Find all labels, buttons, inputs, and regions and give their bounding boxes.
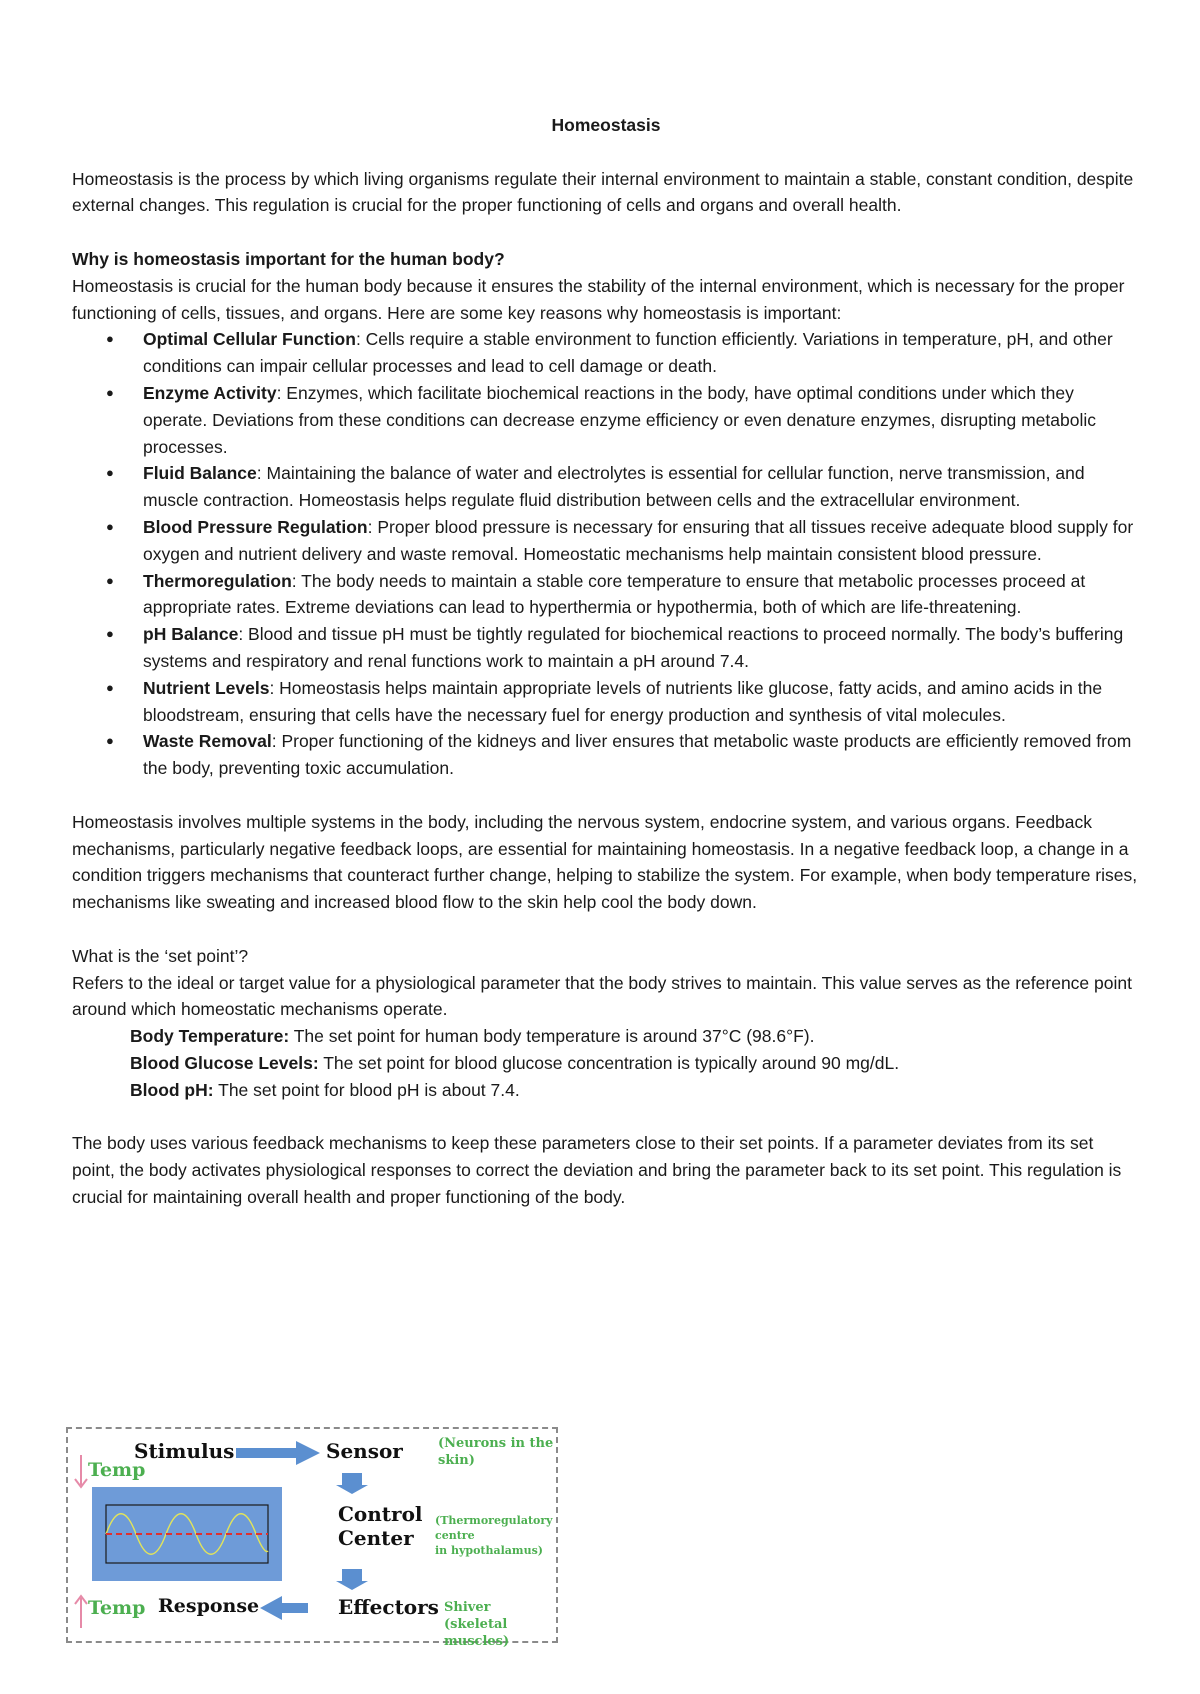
set-point-definition: Refers to the ideal or target value for a physiological parameter that the body strives to maintain. This value serves as the reference point around which homeostatic mechanisms operate. bbox=[72, 972, 1132, 1020]
control-note-line: (Thermoregulatory bbox=[435, 1514, 553, 1527]
example-term: Blood pH: bbox=[130, 1079, 214, 1100]
left-arrow-icon bbox=[260, 1596, 310, 1620]
control-note-line: in hypothalamus) bbox=[435, 1544, 543, 1557]
list-item bbox=[143, 621, 1140, 675]
list-item-desc: : Proper blood pressure is necessary for ensuring that all tissues receive adequate blood supply for oxygen and nutrient delivery and waste removal. Homeostatic mechanisms help maintain consistent blood pressure. bbox=[143, 516, 1134, 564]
list-item bbox=[143, 460, 1140, 514]
effectors-label: Effectors bbox=[338, 1595, 439, 1619]
reasons-list bbox=[72, 326, 1140, 782]
list-item-desc: : Maintaining the balance of water and electrolytes is essential for cellular function, nerve transmission, and muscle contraction. Homeostasis helps regulate fluid distribution between cells and the extracellular environment. bbox=[143, 463, 1085, 511]
effector-note bbox=[444, 1599, 556, 1650]
down-arrow-icon bbox=[74, 1455, 88, 1489]
systems-paragraph: Homeostasis involves multiple systems in the body, including the nervous system, endocrine system, and various organs. Feedback mechanisms, particularly negative feedback loops, are essential for maintaining homeostasis. In a negative feedback loop, a change in a condition triggers mechanisms that counteract further change, helping to stabilize the system. For example, when body temperature rises, mechanisms like sweating and increased blood flow to the skin help cool the body down. bbox=[72, 811, 1138, 913]
sensor-label: Sensor bbox=[326, 1439, 403, 1463]
graph-box bbox=[92, 1487, 282, 1581]
list-item bbox=[143, 380, 1140, 460]
down-block-arrow-icon bbox=[336, 1473, 370, 1495]
right-arrow-icon bbox=[236, 1441, 322, 1465]
example-desc: The set point for blood pH is about 7.4. bbox=[213, 1079, 520, 1100]
example-desc: The set point for human body temperature is around 37°C (98.6°F). bbox=[289, 1026, 815, 1047]
effector-note-line: muscles) bbox=[444, 1634, 510, 1649]
stimulus-label: Stimulus bbox=[134, 1439, 235, 1463]
set-point-question: What is the ‘set point’? bbox=[72, 945, 249, 966]
down-block-arrow-icon bbox=[336, 1569, 370, 1591]
control-note-line: centre bbox=[435, 1529, 475, 1542]
temp-down-label: Temp bbox=[88, 1459, 146, 1481]
list-item bbox=[143, 675, 1140, 729]
example-desc: The set point for blood glucose concentration is typically around 90 mg/dL. bbox=[318, 1052, 900, 1073]
example-term: Body Temperature: bbox=[130, 1026, 290, 1047]
list-item-desc: : Cells require a stable environment to function efficiently. Variations in temperature, pH, and other conditions can impair cellular processes and lead to cell damage or death. bbox=[143, 329, 1113, 377]
list-item bbox=[143, 326, 1140, 380]
importance-paragraph: Homeostasis is crucial for the human body because it ensures the stability of the internal environment, which is necessary for the proper functioning of cells, tissues, and organs. Here are some key reasons why homeostasis is important: bbox=[72, 275, 1125, 323]
example-term: Blood Glucose Levels: bbox=[130, 1052, 319, 1073]
list-item-term: Fluid Balance bbox=[143, 463, 257, 484]
page-title: Homeostasis bbox=[551, 115, 661, 135]
list-item-desc: : The body needs to maintain a stable core temperature to ensure that metabolic processes proceed at appropriate rates. Extreme deviations can lead to hyperthermia or hypothermia, both of which are life-threatening. bbox=[143, 570, 1086, 618]
up-arrow-icon bbox=[74, 1594, 88, 1628]
set-point-example bbox=[72, 1077, 1140, 1104]
list-item-term: Nutrient Levels bbox=[143, 677, 270, 698]
control-center-line: Center bbox=[338, 1526, 414, 1550]
temp-up-label: Temp bbox=[88, 1597, 146, 1619]
list-item-term: pH Balance bbox=[143, 624, 239, 645]
list-item-term: Optimal Cellular Function bbox=[143, 329, 356, 350]
control-center-line: Control bbox=[338, 1502, 423, 1526]
list-item-term: Blood Pressure Regulation bbox=[143, 516, 368, 537]
list-item-desc: : Blood and tissue pH must be tightly regulated for biochemical reactions to proceed normally. The body’s buffering systems and respiratory and renal functions work to maintain a pH around 7.4. bbox=[143, 624, 1124, 671]
feedback-paragraph: The body uses various feedback mechanisms to keep these parameters close to their set points. If a parameter deviates from its set point, the body activates physiological responses to correct the deviation and bring the parameter back to its set point. This regulation is crucial for maintaining overall health and proper functioning of the body. bbox=[72, 1133, 1122, 1207]
effector-note-line: Shiver (skeletal bbox=[444, 1600, 508, 1632]
sensor-note-line: skin) bbox=[438, 1453, 475, 1468]
list-item bbox=[143, 568, 1140, 622]
list-item-desc: : Proper functioning of the kidneys and liver ensures that metabolic waste products are efficiently removed from the body, preventing toxic accumulation. bbox=[143, 731, 1132, 779]
feedback-loop-diagram bbox=[66, 1427, 558, 1649]
sine-wave-graph bbox=[92, 1487, 282, 1581]
list-item-term: Thermoregulation bbox=[143, 570, 292, 591]
list-item bbox=[143, 514, 1140, 568]
set-point-example bbox=[72, 1023, 1140, 1050]
list-item-term: Enzyme Activity bbox=[143, 382, 277, 403]
importance-heading: Why is homeostasis important for the human body? bbox=[72, 248, 505, 269]
list-item bbox=[143, 728, 1140, 782]
control-center-label bbox=[338, 1502, 423, 1550]
control-note bbox=[435, 1513, 553, 1558]
document-body bbox=[72, 112, 1140, 1211]
list-item-desc: : Homeostasis helps maintain appropriate levels of nutrients like glucose, fatty acids, and amino acids in the bloodstream, ensuring that cells have the necessary fuel for energy production and synthesis of vital molecules. bbox=[143, 677, 1103, 725]
intro-paragraph: Homeostasis is the process by which living organisms regulate their internal environment to maintain a stable, constant condition, despite external changes. This regulation is crucial for the proper functioning of cells and organs and overall health. bbox=[72, 168, 1134, 216]
sensor-note-line: (Neurons in the bbox=[438, 1436, 554, 1451]
sensor-note bbox=[438, 1435, 553, 1469]
list-item-term: Waste Removal bbox=[143, 731, 272, 752]
set-point-example bbox=[72, 1050, 1140, 1077]
response-label: Response bbox=[158, 1595, 260, 1617]
list-item-desc: : Enzymes, which facilitate biochemical reactions in the body, have optimal conditions under which they operate. Deviations from these conditions can decrease enzyme efficiency or even denature enzymes, disrupting metabolic processes. bbox=[143, 382, 1096, 457]
